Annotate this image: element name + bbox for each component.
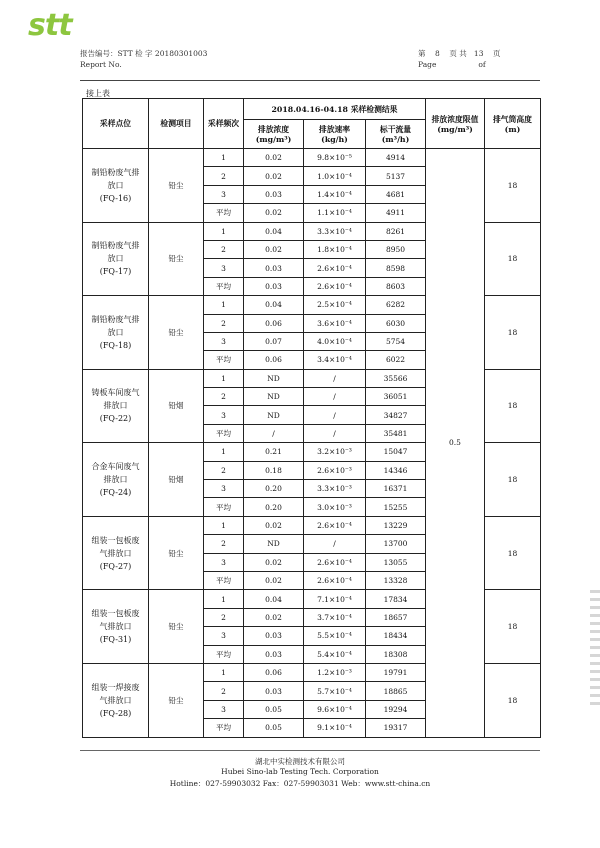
sample-frequency: 2 [204, 535, 244, 553]
emission-rate: 1.2×10⁻³ [304, 663, 366, 681]
sampling-point-name: 组装一包板废气排放口 [91, 609, 140, 632]
standard-dry-flow: 15255 [366, 498, 426, 516]
sampling-point-code: (FQ-28) [99, 708, 132, 718]
test-item: 铅尘 [149, 222, 204, 296]
emission-rate: 1.0×10⁻⁴ [304, 167, 366, 185]
header-divider [80, 80, 540, 81]
sample-frequency: 3 [204, 332, 244, 350]
header-point: 采样点位 [83, 99, 149, 149]
emission-rate: / [304, 369, 366, 387]
standard-dry-flow: 5137 [366, 167, 426, 185]
sampling-point [83, 663, 149, 737]
sample-frequency: 3 [204, 480, 244, 498]
standard-dry-flow: 15047 [366, 443, 426, 461]
footer-divider [80, 750, 540, 751]
header-conc: 排放浓度 (mg/m³) [244, 120, 304, 149]
standard-dry-flow: 18865 [366, 682, 426, 700]
emission-concentration: 0.20 [244, 498, 304, 516]
test-item: 铅尘 [149, 590, 204, 664]
header-item: 检测项目 [149, 99, 204, 149]
stack-height: 18 [485, 222, 541, 296]
sample-frequency: 3 [204, 406, 244, 424]
emission-concentration: 0.18 [244, 461, 304, 479]
sample-frequency: 平均 [204, 498, 244, 516]
standard-dry-flow: 8261 [366, 222, 426, 240]
standard-dry-flow: 13700 [366, 535, 426, 553]
emission-rate: 2.6×10⁻⁴ [304, 259, 366, 277]
page-info [418, 48, 501, 59]
standard-dry-flow: 8603 [366, 277, 426, 295]
scan-edge-strip [590, 590, 600, 710]
standard-dry-flow: 8950 [366, 240, 426, 258]
sample-frequency: 1 [204, 516, 244, 534]
concentration-limit: 0.5 [426, 149, 485, 738]
standard-dry-flow: 34827 [366, 406, 426, 424]
emission-concentration: 0.02 [244, 240, 304, 258]
sample-frequency: 平均 [204, 351, 244, 369]
sampling-point-code: (FQ-17) [99, 267, 132, 277]
standard-dry-flow: 18308 [366, 645, 426, 663]
standard-dry-flow: 16371 [366, 480, 426, 498]
emission-rate: / [304, 535, 366, 553]
emission-concentration: 0.03 [244, 277, 304, 295]
sampling-point-name: 铸板车间废气排放口 [91, 388, 140, 411]
emission-concentration: 0.03 [244, 645, 304, 663]
standard-dry-flow: 4914 [366, 149, 426, 167]
emission-rate: 1.8×10⁻⁴ [304, 240, 366, 258]
standard-dry-flow: 8598 [366, 259, 426, 277]
sampling-point [83, 296, 149, 370]
emission-rate: 5.7×10⁻⁴ [304, 682, 366, 700]
sample-frequency: 2 [204, 682, 244, 700]
sampling-point-code: (FQ-16) [99, 193, 132, 203]
sample-frequency: 1 [204, 369, 244, 387]
sample-frequency: 平均 [204, 571, 244, 589]
emission-concentration: ND [244, 535, 304, 553]
test-item: 铅尘 [149, 516, 204, 590]
emission-concentration: 0.20 [244, 480, 304, 498]
emission-concentration: 0.03 [244, 682, 304, 700]
sample-frequency: 2 [204, 167, 244, 185]
sample-frequency: 平均 [204, 645, 244, 663]
emission-concentration: 0.06 [244, 663, 304, 681]
footer-company-en: Hubei Sino-lab Testing Tech. Corporation [221, 767, 379, 776]
emission-rate: 2.6×10⁻⁴ [304, 571, 366, 589]
standard-dry-flow: 5754 [366, 332, 426, 350]
emission-rate: 2.6×10⁻⁴ [304, 516, 366, 534]
emission-rate: 4.0×10⁻⁴ [304, 332, 366, 350]
sampling-point [83, 590, 149, 664]
emission-concentration: ND [244, 369, 304, 387]
test-item: 铅烟 [149, 369, 204, 443]
emission-rate: 3.4×10⁻⁴ [304, 351, 366, 369]
page-prefix: 第 [418, 49, 426, 58]
emission-concentration: 0.05 [244, 719, 304, 737]
results-table [82, 98, 541, 738]
sample-frequency: 1 [204, 443, 244, 461]
sample-frequency: 3 [204, 700, 244, 718]
test-item: 铅烟 [149, 443, 204, 517]
emission-rate: 9.6×10⁻⁴ [304, 700, 366, 718]
page-suffix: 页 [493, 49, 501, 58]
emission-rate: 3.3×10⁻³ [304, 480, 366, 498]
sampling-point-code: (FQ-24) [99, 488, 132, 498]
emission-concentration: / [244, 424, 304, 442]
sampling-point-name: 合金车间废气排放口 [91, 462, 140, 485]
page-en: Page [418, 60, 437, 69]
emission-concentration: 0.04 [244, 296, 304, 314]
sample-frequency: 3 [204, 259, 244, 277]
sample-frequency: 3 [204, 627, 244, 645]
emission-rate: 7.1×10⁻⁴ [304, 590, 366, 608]
header-result-title: 2018.04.16-04.18 采样检测结果 [244, 99, 426, 120]
standard-dry-flow: 13328 [366, 571, 426, 589]
standard-dry-flow: 19294 [366, 700, 426, 718]
standard-dry-flow: 36051 [366, 388, 426, 406]
sample-frequency: 平均 [204, 204, 244, 222]
test-item: 铅尘 [149, 296, 204, 370]
emission-concentration: 0.02 [244, 516, 304, 534]
sample-frequency: 2 [204, 314, 244, 332]
sampling-point [83, 369, 149, 443]
emission-rate: 9.1×10⁻⁴ [304, 719, 366, 737]
page-number: 8 [435, 49, 440, 58]
emission-rate: 1.1×10⁻⁴ [304, 204, 366, 222]
stack-height: 18 [485, 663, 541, 737]
emission-rate: / [304, 424, 366, 442]
standard-dry-flow: 6022 [366, 351, 426, 369]
emission-concentration: ND [244, 406, 304, 424]
emission-rate: 5.5×10⁻⁴ [304, 627, 366, 645]
emission-rate: 3.2×10⁻³ [304, 443, 366, 461]
emission-concentration: 0.02 [244, 553, 304, 571]
emission-rate: 9.8×10⁻⁵ [304, 149, 366, 167]
sampling-point-name: 组装一焊接废气排放口 [91, 682, 140, 705]
test-item: 铅尘 [149, 149, 204, 223]
sample-frequency: 1 [204, 296, 244, 314]
standard-dry-flow: 17834 [366, 590, 426, 608]
standard-dry-flow: 6030 [366, 314, 426, 332]
report-no-en: Report No. [80, 60, 122, 69]
sampling-point-name: 制铅粉废气排放口 [91, 241, 140, 264]
emission-concentration: 0.07 [244, 332, 304, 350]
standard-dry-flow: 13229 [366, 516, 426, 534]
standard-dry-flow: 4681 [366, 185, 426, 203]
standard-dry-flow: 6282 [366, 296, 426, 314]
sample-frequency: 2 [204, 240, 244, 258]
footer-company-cn: 湖北中实检测技术有限公司 [255, 757, 345, 766]
report-no-label: 报告编号： [80, 49, 118, 58]
emission-concentration: 0.04 [244, 590, 304, 608]
footer-contact: Hotline：027-59903032 Fax：027-59903031 Web：www.stt-china.cn [169, 779, 431, 788]
emission-rate: 2.5×10⁻⁴ [304, 296, 366, 314]
sampling-point-name: 制铅粉废气排放口 [91, 167, 140, 190]
sampling-point [83, 443, 149, 517]
emission-rate: / [304, 406, 366, 424]
stack-height: 18 [485, 149, 541, 223]
emission-rate: 3.7×10⁻⁴ [304, 608, 366, 626]
sampling-point-code: (FQ-18) [99, 340, 132, 350]
standard-dry-flow: 19317 [366, 719, 426, 737]
emission-concentration: 0.03 [244, 627, 304, 645]
sampling-point-name: 组装一包板废气排放口 [91, 535, 140, 558]
header-rate: 排放速率 (kg/h) [304, 120, 366, 149]
emission-rate: 2.6×10⁻³ [304, 461, 366, 479]
continued-label: 接上表 [86, 89, 110, 98]
page-mid: 页 共 [449, 49, 467, 58]
page-info-en [418, 60, 486, 69]
company-logo: stt [28, 8, 72, 43]
emission-concentration: 0.02 [244, 571, 304, 589]
emission-rate: 3.3×10⁻⁴ [304, 222, 366, 240]
page-total: 13 [473, 49, 484, 58]
stack-height: 18 [485, 443, 541, 517]
emission-rate: 1.4×10⁻⁴ [304, 185, 366, 203]
emission-concentration: ND [244, 388, 304, 406]
standard-dry-flow: 14346 [366, 461, 426, 479]
emission-concentration: 0.04 [244, 222, 304, 240]
emission-concentration: 0.06 [244, 351, 304, 369]
emission-rate: 2.6×10⁻⁴ [304, 277, 366, 295]
header-height: 排气筒高度 (m) [485, 99, 541, 149]
emission-concentration: 0.21 [244, 443, 304, 461]
stack-height: 18 [485, 590, 541, 664]
sampling-point [83, 222, 149, 296]
emission-concentration: 0.02 [244, 204, 304, 222]
emission-concentration: 0.06 [244, 314, 304, 332]
stack-height: 18 [485, 296, 541, 370]
stack-height: 18 [485, 516, 541, 590]
of-en: of [478, 60, 486, 69]
emission-concentration: 0.03 [244, 259, 304, 277]
test-item: 铅尘 [149, 663, 204, 737]
sample-frequency: 平均 [204, 719, 244, 737]
emission-concentration: 0.03 [244, 185, 304, 203]
sample-frequency: 1 [204, 663, 244, 681]
sample-frequency: 1 [204, 149, 244, 167]
emission-rate: 3.6×10⁻⁴ [304, 314, 366, 332]
emission-rate: 2.6×10⁻⁴ [304, 553, 366, 571]
standard-dry-flow: 35481 [366, 424, 426, 442]
sampling-point-code: (FQ-27) [99, 561, 132, 571]
header-limit: 排放浓度限值 (mg/m³) [426, 99, 485, 149]
sample-frequency: 3 [204, 185, 244, 203]
sample-frequency: 2 [204, 608, 244, 626]
emission-concentration: 0.02 [244, 608, 304, 626]
emission-concentration: 0.02 [244, 167, 304, 185]
header-flow: 标干流量 (m³/h) [366, 120, 426, 149]
sample-frequency: 2 [204, 388, 244, 406]
sample-frequency: 1 [204, 222, 244, 240]
sampling-point-code: (FQ-22) [99, 414, 132, 424]
sample-frequency: 1 [204, 590, 244, 608]
report-number [80, 48, 207, 59]
standard-dry-flow: 19791 [366, 663, 426, 681]
emission-concentration: 0.05 [244, 700, 304, 718]
sample-frequency: 2 [204, 461, 244, 479]
stack-height: 18 [485, 369, 541, 443]
sampling-point-code: (FQ-31) [99, 635, 132, 645]
emission-rate: 5.4×10⁻⁴ [304, 645, 366, 663]
sample-frequency: 平均 [204, 277, 244, 295]
emission-concentration: 0.02 [244, 149, 304, 167]
standard-dry-flow: 4911 [366, 204, 426, 222]
table-row [83, 149, 541, 167]
sampling-point [83, 149, 149, 223]
header-freq: 采样频次 [204, 99, 244, 149]
sampling-point [83, 516, 149, 590]
sampling-point-name: 制铅粉废气排放口 [91, 314, 140, 337]
emission-rate: 3.0×10⁻³ [304, 498, 366, 516]
emission-rate: / [304, 388, 366, 406]
report-no-value: STT 检 字 20180301003 [117, 49, 208, 58]
sample-frequency: 3 [204, 553, 244, 571]
standard-dry-flow: 18657 [366, 608, 426, 626]
standard-dry-flow: 13055 [366, 553, 426, 571]
standard-dry-flow: 35566 [366, 369, 426, 387]
sample-frequency: 平均 [204, 424, 244, 442]
standard-dry-flow: 18434 [366, 627, 426, 645]
